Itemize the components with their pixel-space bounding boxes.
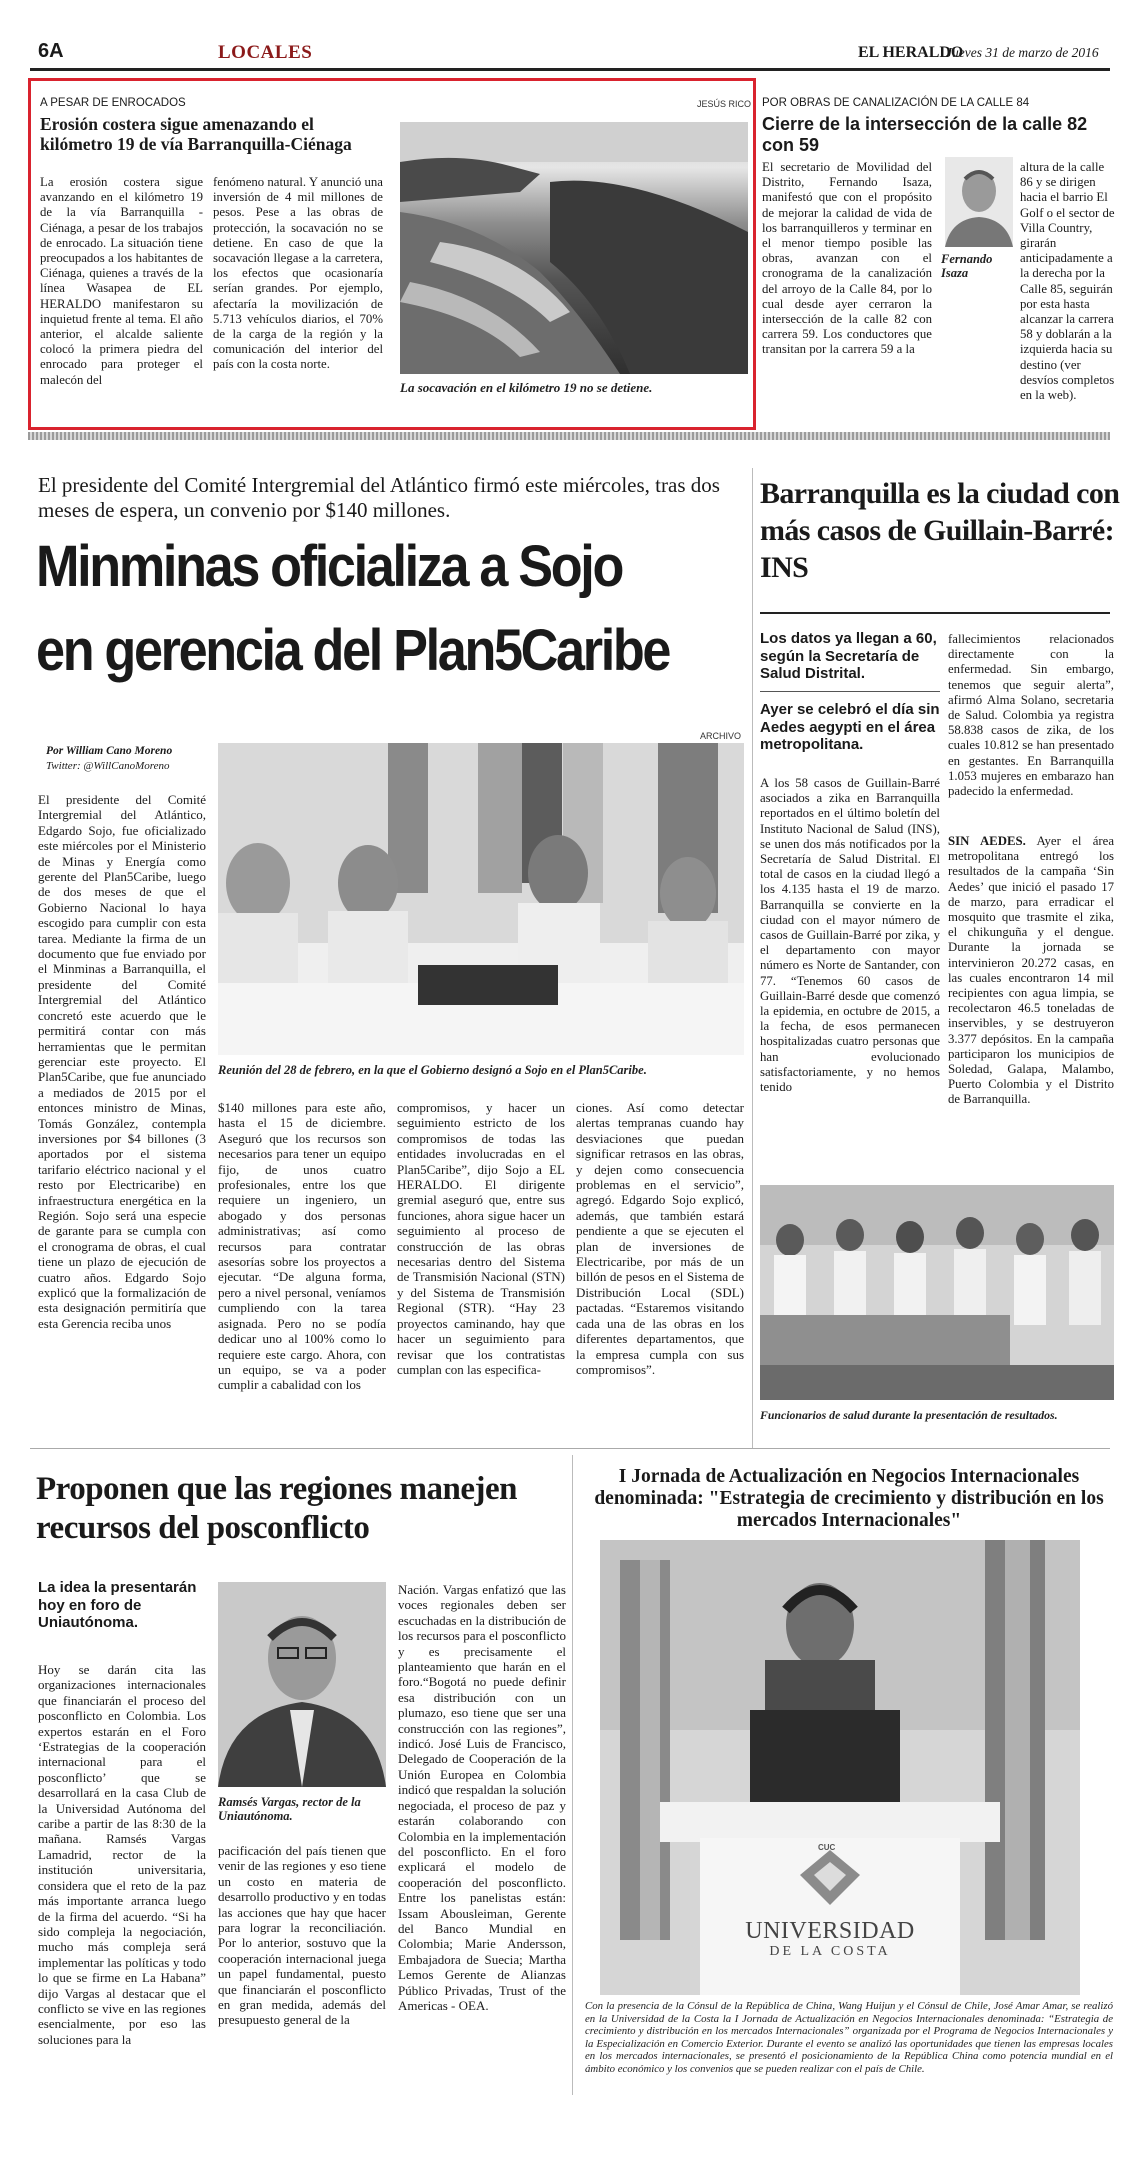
podium-university-subtitle: DE LA COSTA xyxy=(769,1944,891,1959)
guillain-column-2a: fallecimientos relacionados directamente con la enfermedad. Sin embargo, tenemos que seguir alerta”, afirmó Alma Solano, secretaria de Salud. Colombia ya registra 58.838 casos de zika, de los cuales 10.812 se han presentado en gestantes. En Barranquilla 1.053 mujeres en embarazo han padecido la enfermedad. xyxy=(948,632,1114,799)
section-name: LOCALES xyxy=(218,42,313,63)
cierre-kicker: POR OBRAS DE CANALIZACIÓN DE LA CALLE 84 xyxy=(762,97,1030,109)
bottom-column-divider xyxy=(572,1455,573,2095)
posconflicto-headline: Proponen que las regiones manejen recursos del posconflicto xyxy=(36,1471,517,1546)
posconflicto-lead: La idea la presentarán hoy en foro de Uniautónoma. xyxy=(38,1579,197,1631)
podium-university-name: UNIVERSIDAD xyxy=(745,1918,915,1944)
vargas-caption: Ramsés Vargas, rector de la Uniautónoma. xyxy=(218,1795,361,1823)
issue-date: Jueves 31 de marzo de 2016 xyxy=(946,45,1099,60)
masthead-rule xyxy=(30,68,1110,71)
sin-aedes-text: Ayer el área metropolitana entregó los resultados de la campaña ‘Sin Aedes’ que inició el pasado 17 de marzo, para erradicar el mosquito que trasmite el zika, el chikunguña y el dengue. Durante la jornada se intervinieron 20.272 casas, en las cuales encontraron 14 mil recipientes con agua limpia, se recolectaron 46.5 toneladas de inservibles, y se destruyeron 3.377 depósitos. En la campaña participaron los municipios de Soledad, Galapa, Malambo, Puerto Colombia y el Distrito de Barranquilla. xyxy=(948,834,1115,1107)
guillain-lead-2: Ayer se celebró el día sin Aedes aegypti en el área metropolitana. xyxy=(760,701,940,753)
minminas-byline: Por William Cano Moreno xyxy=(46,745,173,757)
minminas-column-3: compromisos, y hacer un seguimiento estricto de los compromisos de todas las entidades involucradas en el Plan5Caribe”, dijo Sojo a EL HERALDO. El dirigente gremial aseguró que, entre sus funciones, ahora sigue hacer un seguimiento al proceso de construcción de las obras necesarias dentro del Sistema de Transmisión Nacional (STN) y del Sistema de Transmisión Regional (STR). “Hay 23 proyectos caminando, hay que hacer un seguimiento para revisar que los contratistas cumplan con las especifica- xyxy=(397,1100,565,1377)
minminas-column-4: ciones. Así como detectar alertas tempranas cuando hay desviaciones que puedan significar retrasos en las obras, y dejen como consecuencia problemas en el servicio”, agregó. Edgardo Sojo explicó, además, que también estará pendiente a que se ejecuten el plan de inversiones de Electricaribe, por más de un billón de pesos en el Sistema de Distribución Local (SDL) pactadas. “Estaremos visitando cada una de las obras en los diferentes departamentos, que la empresa cumpla con sus compromisos”. xyxy=(576,1100,744,1377)
posconflicto-column-3: Nación. Vargas enfatizó que las voces regionales deben ser escuchadas en la distribución de los recursos para el posconflicto y es precisamente el planteamiento que harán en el foro.“Bogotá no puede definir esa distribución con un plumazo, eso tiene que ser una construcción con las regiones”, indicó. José Luis de Francisco, Delegado de Cooperación de la Unión Europea en Colombia indicó que respaldan la solución negociada, el proceso de paz y estarán colaborando con Colombia en la implementación del posconflicto. En el foro explicará el modelo de cooperación del posconflicto. Entre los panelistas están: Issam Abousleiman, Gerente del Banco Mundial en Colombia; Marie Andersson, Embajadora de Suecia; Martha Lemos Gerente de Alianzas Público Privadas, Trust of the Americas - OEA. xyxy=(398,1582,566,2013)
minminas-headline-line-2: en gerencia del Plan5Caribe xyxy=(36,618,670,683)
cierre-column-1: El secretario de Movilidad del Distrito, Fernando Isaza, manifestó que con el propósito de mejorar la calidad de vida de los barranquilleros y terminar en el menor tiempo posible las obras, avanzan con el cronograma de la canalización del arroyo de la Calle 84, por lo cual desde ayer cerraron la intersección de la calle 82 con carrera 59. Los conductores que transitan por la carrera 59 a la xyxy=(762,160,932,357)
section-divider-bar xyxy=(28,432,1110,440)
isaza-caption: Fernando Isaza xyxy=(941,252,993,280)
cierre-column-2: altura de la calle 86 y se dirigen hacia el barrio El Golf o el sector de Villa Country, girarán anticipadamente a la derecha por la Calle 85, seguirán por esta hasta alcanzar la carrera 58 y doblarán a la izquierda hacia su destino (ver desvíos completos en la web). xyxy=(1020,160,1115,403)
posconflicto-column-1: Hoy se darán cita las organizaciones internacionales que financiarán el proceso del posconflicto en Colombia. Los expertos estarán en el Foro ‘Estrategias de la cooperación internacional para el posconflicto’ que se desarrollará en la casa Club de la Universidad Autónoma del caribe a partir de las 8:30 de la mañana. Ramsés Vargas Lamadrid, rector de la institución universitaria, considera que el reto de la paz más importante arranca luego de la firma del acuerdo. “Si ha sido compleja la negociación, mucho más compleja será implementar las políticas y todo lo que se firme en La Habana” dijo Vargas al destacar que el conflicto se vive en las regiones esencialmente, por eso las soluciones para la xyxy=(38,1662,206,2047)
column-divider xyxy=(752,468,753,1448)
vargas-photo xyxy=(218,1582,386,1787)
podium-logo: CUC xyxy=(818,1843,836,1852)
cierre-headline: Cierre de la intersección de la calle 82 con 59 xyxy=(762,114,1088,155)
erosion-column-1: La erosión costera sigue avanzando en el kilómetro 19 de la vía Barranquilla - Ciénaga, a pesar de los trabajos de enrocado. La situación tiene preocupados a los habitantes de Ciénaga, quienes a través de la línea Wasapea de EL HERALDO manifestaron su inquietud frente al tema. El año anterior, el alcalde saliente colocó la primera piedra del enrocado para proteger el malecón del xyxy=(40,175,203,387)
guillain-column-2b xyxy=(948,834,1114,1108)
erosion-photo xyxy=(400,122,748,374)
posconflicto-column-2: pacificación del país tienen que venir de las regiones y eso tiene un costo en materia de desarrollo productivo y en todas las acciones que hay que hacer para lograr la reconciliación. Por lo anterior, sostuvo que la cooperación internacional juega un papel fundamental, puesto que financiarán el posconflicto en gran medida, además del presupuesto general de la xyxy=(218,1843,386,2028)
guillain-rule xyxy=(760,612,1110,614)
minminas-headline-line-1: Minminas oficializa a Sojo xyxy=(36,534,623,599)
minminas-photo xyxy=(218,743,744,1055)
sin-aedes-lead: SIN AEDES. xyxy=(948,834,1026,848)
newspaper-name: EL HERALDO xyxy=(858,44,964,61)
erosion-caption: La socavación en el kilómetro 19 no se detiene. xyxy=(400,380,653,395)
guillain-photo xyxy=(760,1185,1114,1400)
erosion-kicker: A PESAR DE ENROCADOS xyxy=(40,97,186,109)
erosion-photo-credit: JESÚS RICO xyxy=(697,99,752,109)
jornada-photo xyxy=(600,1540,1080,1995)
bottom-section-rule xyxy=(30,1448,1110,1449)
minminas-column-1: El presidente del Comité Intergremial del Atlántico, Edgardo Sojo, fue oficializado este miércoles por el Ministerio de Minas y Energía como gerente del Plan5Caribe, luego de dos meses de que el Gobierno Nacional lo haya escogido para cumplir con esta tarea. Mediante la firma de un documento que fue enviado por el Minminas a Barranquilla, el presidente del Comité Intergremial del Atlántico concretó este acuerdo que le permitirá contar con más herramientas que le permitan gerenciar este proyecto. El Plan5Caribe, que fue anunciado a mediados de 2015 por el entonces ministro de Minas, Tomás González, contempla inversiones por $4 billones (3 aportados por el sistema tarifario eléctrico nacional y el resto por Electricaribe) en infraestructura energética en la Región. Sojo será una especie de garante para se cumpla con el cronograma de obras, el cual tiene un plazo de ejecución de cuatro años. Edgardo Sojo explicó que la formalización de esta designación permitiría que esta Gerencia reciba unos xyxy=(38,792,206,1331)
page-number: 6A xyxy=(38,40,64,62)
minminas-caption: Reunión del 28 de febrero, en la que el Gobierno designó a Sojo en el Plan5Caribe. xyxy=(218,1063,647,1077)
minminas-twitter: Twitter: @WillCanoMoreno xyxy=(46,760,170,772)
jornada-headline: I Jornada de Actualización en Negocios Internacionales denominada: "Estrategia de crecimiento y distribución en los mercados Internacionales" xyxy=(594,1466,1104,1531)
guillain-column-1: A los 58 casos de Guillain-Barré asociados a zika en Barranquilla reportados en el último boletín del Instituto Nacional de Salud (INS), se unen dos más notificados por la Secretaría de Salud Distrital. El total de casos en la ciudad llegó a los 4.135 hasta el 19 de marzo. Barranquilla se convierte en la ciudad con el mayor número de casos de Guillain-Barré por zika, y el departamento con mayor número es Norte de Santander, con 77. “Tenemos 60 casos de Guillain-Barré desde que comenzó la epidemia, en octubre de 2015, a la fecha, de esos permanecen hospitalizadas cuatro personas que han evolucionado satisfactoriamente, y no hemos tenido xyxy=(760,776,940,1095)
guillain-caption: Funcionarios de salud durante la presentación de resultados. xyxy=(760,1408,1058,1422)
minminas-deck: El presidente del Comité Intergremial del Atlántico firmó este miércoles, tras dos meses de espera, un convenio por $140 millones. xyxy=(38,473,720,522)
minminas-column-2: $140 millones para este año, hasta el 15 de diciembre. Aseguró que los recursos son necesarios para tener un equipo fijo, de unos cuatro profesionales, entre los que requiere un ingeniero, un abogado y dos personas administrativas; así como recursos para contratar asesorías sobre los proyectos a ejecutar. “De alguna forma, pero a nivel personal, veníamos cumpliendo con la tarea asignada. Pero no se podía dedicar uno al 100% como lo requiere este cargo. Ahora, con un equipo, se va a poder cumplir a cabalidad con los xyxy=(218,1100,386,1393)
guillain-lead-rule xyxy=(760,691,940,692)
guillain-headline: Barranquilla es la ciudad con más casos de Guillain-Barré: INS xyxy=(760,477,1120,584)
isaza-portrait xyxy=(945,157,1013,247)
guillain-lead-1: Los datos ya llegan a 60, según la Secretaría de Salud Distrital. xyxy=(760,630,937,682)
jornada-caption: Con la presencia de la Cónsul de la República de China, Wang Huijun y el Cónsul de Chile, José Amar Amar, se realizó en la Universidad de la Costa la I Jornada de Actualización en Negocios Internacionales denominada: “Estrategia de crecimiento y distribución en los mercados Internacionales” organizada por el Programa de Negocios Internacionales y la Especialización en Comercio Exterior. Durante el evento se analizó las oportunidades que tienen las empresas locales en los mercados internacionales, se presentó el posicionamiento de la República China como potencia mundial en el ámbito económico y los convenios que se pueden realizar con el país de Chile. xyxy=(585,2000,1113,2075)
minminas-photo-credit: ARCHIVO xyxy=(700,731,742,741)
erosion-headline: Erosión costera sigue amenazando el kilómetro 19 de vía Barranquilla-Ciénaga xyxy=(40,114,352,154)
erosion-column-2: fenómeno natural. Y anunció una inversión de 4 mil millones de pesos. Pese a las obras de protección, la socavación no se detiene. En caso de que la socavación llegase a la carretera, los efectos que ocasionaría serían grandes. Por ejemplo, afectaría la movilización de 5.713 vehículos diarios, el 70% de la carga de la región y la comunicación del interior del país con la costa norte. xyxy=(213,175,383,372)
